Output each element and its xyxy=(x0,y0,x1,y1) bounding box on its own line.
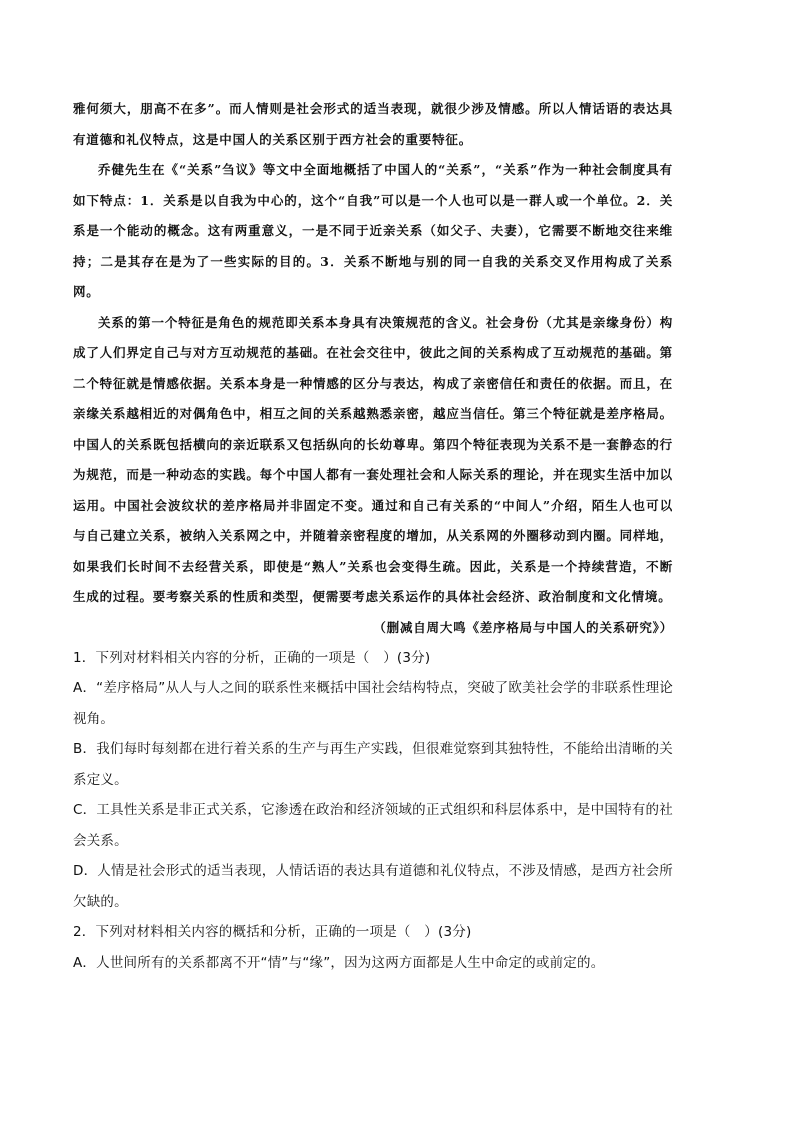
question-1-stem: 1．下列对材料相关内容的分析，正确的一项是（ ）(3分) xyxy=(73,649,431,666)
question-1-option-b[interactable]: B．我们每时每刻都在进行着关系的生产与再生产实践，但很难觉察到其独特性，不能给出清晰的关系定义。 xyxy=(73,741,673,788)
passage-source: （删减自周大鸣《差序格局与中国人的关系研究》） xyxy=(373,619,673,635)
question-1-option-a[interactable]: A．“差序格局”从人与人之间的联系性来概括中国社会结构特点，突破了欧美社会学的非联系性理论视角。 xyxy=(73,680,673,727)
question-1-option-d[interactable]: D．人情是社会形式的适当表现，人情话语的表达具有道德和礼仪特点，不涉及情感，是西方社会所欠缺的。 xyxy=(73,863,673,910)
question-2-stem: 2．下列对材料相关内容的概括和分析，正确的一项是（ ）(3分) xyxy=(73,924,472,940)
document-page xyxy=(73,94,673,978)
passage-paragraph-2: 乔健先生在《“关系”刍议》等文中全面地概括了中国人的“关系”，“关系”作为一种社会制度具有如下特点：1．关系是以自我为中心的，这个“自我”可以是一个人也可以是一群人或一个单位。2．关系是一个能动的概念。这有两重意义，一是不同于近亲关系（如父子、夫妻），它需要不断地交往来维持；二是其存在是为了一些实际的目的。3．关系不断地与别的同一自我的关系交叉作用构成了关系网。 xyxy=(73,162,673,299)
passage-paragraph-1: 雅何须大，朋高不在多”。而人情则是社会形式的适当表现，就很少涉及情感。所以人情话语的表达具有道德和礼仪特点，这是中国人的关系区别于西方社会的重要特征。 xyxy=(73,101,673,147)
question-1-option-c[interactable]: C．工具性关系是非正式关系，它渗透在政治和经济领域的正式组织和科层体系中，是中国特有的社会关系。 xyxy=(73,802,673,849)
question-2-option-a[interactable]: A．人世间所有的关系都离不开“情”与“缘”，因为这两方面都是人生中命定的或前定的。 xyxy=(73,954,605,971)
passage-paragraph-3: 关系的第一个特征是角色的规范即关系本身具有决策规范的含义。社会身份（尤其是亲缘身份）构成了人们界定自己与对方互动规范的基础。在社会交往中，彼此之间的关系构成了互动规范的基础。第二个特征就是情感依据。关系本身是一种情感的区分与表达，构成了亲密信任和责任的依据。而且，在亲缘关系越相近的对偶角色中，相互之间的关系越熟悉亲密，越应当信任。第三个特征就是差序格局。中国人的关系既包括横向的亲近联系又包括纵向的长幼尊卑。第四个特征表现为关系不是一套静态的行为规范，而是一种动态的实践。每个中国人都有一套处理社会和人际关系的理论，并在现实生活中加以运用。中国社会波纹状的差序格局并非固定不变。通过和自己有关系的“中间人”介绍，陌生人也可以与自己建立关系，被纳入关系网之中，并随着亲密程度的增加，从关系网的外圈移动到内圈。同样地，如果我们长时间不去经营关系，即使是“熟人”关系也会变得生疏。因此，关系是一个持续营造，不断生成的过程。要考察关系的性质和类型，便需要考虑关系运作的具体社会经济、政治制度和文化情境。 xyxy=(73,314,673,604)
